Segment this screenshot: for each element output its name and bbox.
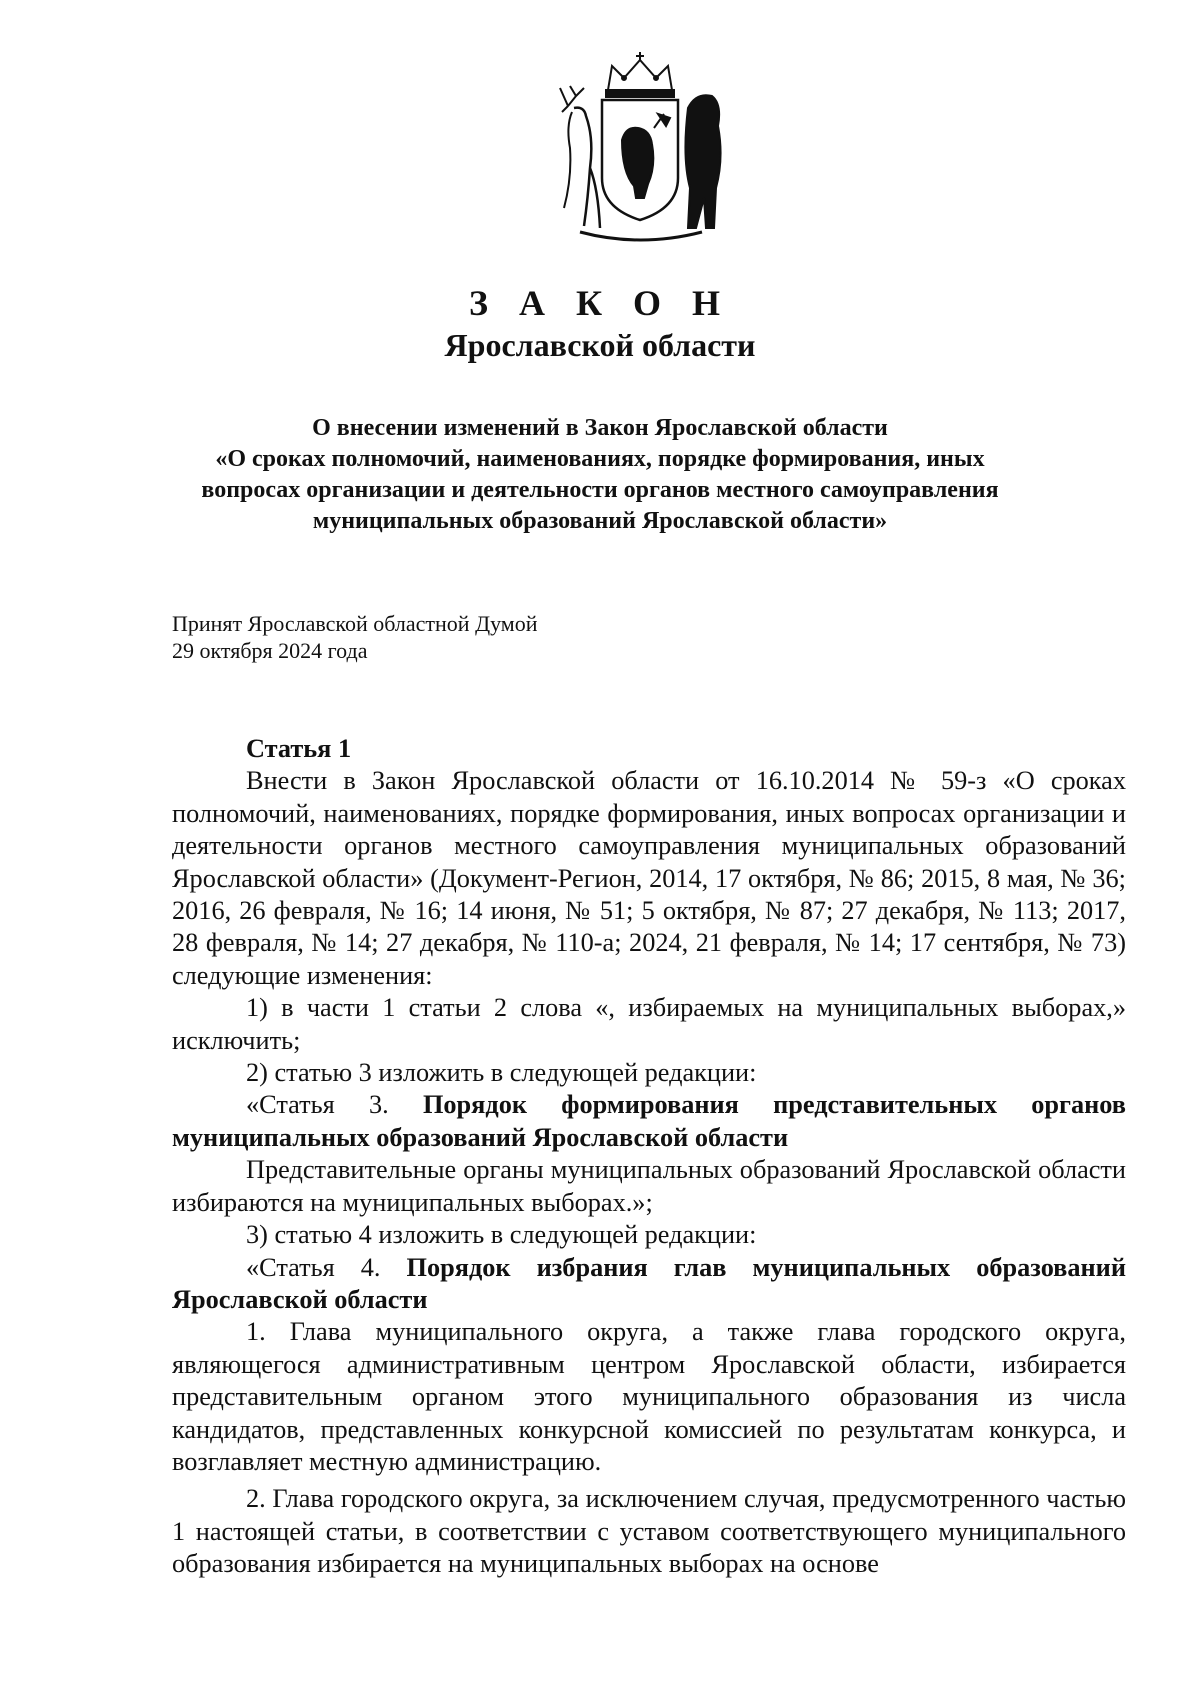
article-3-prefix: «Статья 3. — [246, 1090, 423, 1120]
adoption-date: 29 октября 2024 года — [172, 638, 368, 663]
subject-line: «О сроках полномочий, наименованиях, порядке формирования, иных — [215, 446, 985, 472]
amendment-item-2: 2) статью 3 изложить в следующей редакции: — [246, 1058, 757, 1088]
subject-line: О внесении изменений в Закон Ярославской области — [312, 415, 888, 441]
amendment-item-3: 3) статью 4 изложить в следующей редакции: — [246, 1220, 757, 1250]
coat-of-arms-icon — [540, 48, 740, 248]
article-4-prefix: «Статья 4. — [246, 1252, 407, 1282]
amendment-item-1: 1) в части 1 статьи 2 слова «, избираемых на муниципальных выборах,» исключить; — [172, 993, 1126, 1055]
article-4-part-2: 2. Глава городского округа, за исключением случая, предусмотренного частью 1 настоящей статьи, в соответствии с уставом соответствующего муниципального образования избирается на муниципальных выборах на основе — [172, 1484, 1126, 1579]
article-body — [172, 733, 1126, 1581]
new-article-3-text: Представительные органы муниципальных образований Ярославской области избираются на муниципальных выборах.»; — [172, 1155, 1126, 1217]
article-4-part-1: 1. Глава муниципального округа, а также глава городского округа, являющегося административным центром Ярославской области, избирается представительным органом этого муниципального образования из числа кандидатов, представленных конкурсной комиссией по результатам конкурса, и возглавляет местную администрацию. — [172, 1317, 1126, 1476]
article-3-title: Порядок формирования представительных органов муниципальных образований Ярославской области — [172, 1090, 1126, 1152]
law-subject — [160, 413, 1040, 537]
subject-line: муниципальных образований Ярославской области» — [312, 508, 888, 534]
document-subtitle: Ярославской области — [444, 327, 756, 363]
article-4-title: Порядок избрания глав муниципальных образований Ярославской области — [172, 1252, 1126, 1314]
document-title: З А К О Н — [468, 283, 732, 323]
new-article-4-heading — [172, 1252, 1126, 1317]
adoption-body: Принят Ярославской областной Думой — [172, 611, 538, 636]
article-intro: Внести в Закон Ярославской области от 16.10.2014 № 59-з «О сроках полномочий, наименованиях, порядке формирования, иных вопросах организации и деятельности органов местного самоуправления муниципальных образований Ярославской области» (Документ-Регион, 2014, 17 октября, № 86; 2015, 8 мая, № 36; 2016, 26 февраля, № 16; 14 июня, № 51; 5 октября, № 87; 27 декабря, № 113; 2017, 28 февраля, № 14; 27 декабря, № 110-а; 2024, 21 февраля, № 14; 17 сентября, № 73) следующие изменения: — [172, 766, 1126, 990]
adoption-note — [172, 610, 538, 664]
subject-line: вопросах организации и деятельности органов местного самоуправления — [201, 477, 999, 503]
article-heading: Статья 1 — [246, 734, 352, 763]
new-article-3-heading — [172, 1089, 1126, 1154]
